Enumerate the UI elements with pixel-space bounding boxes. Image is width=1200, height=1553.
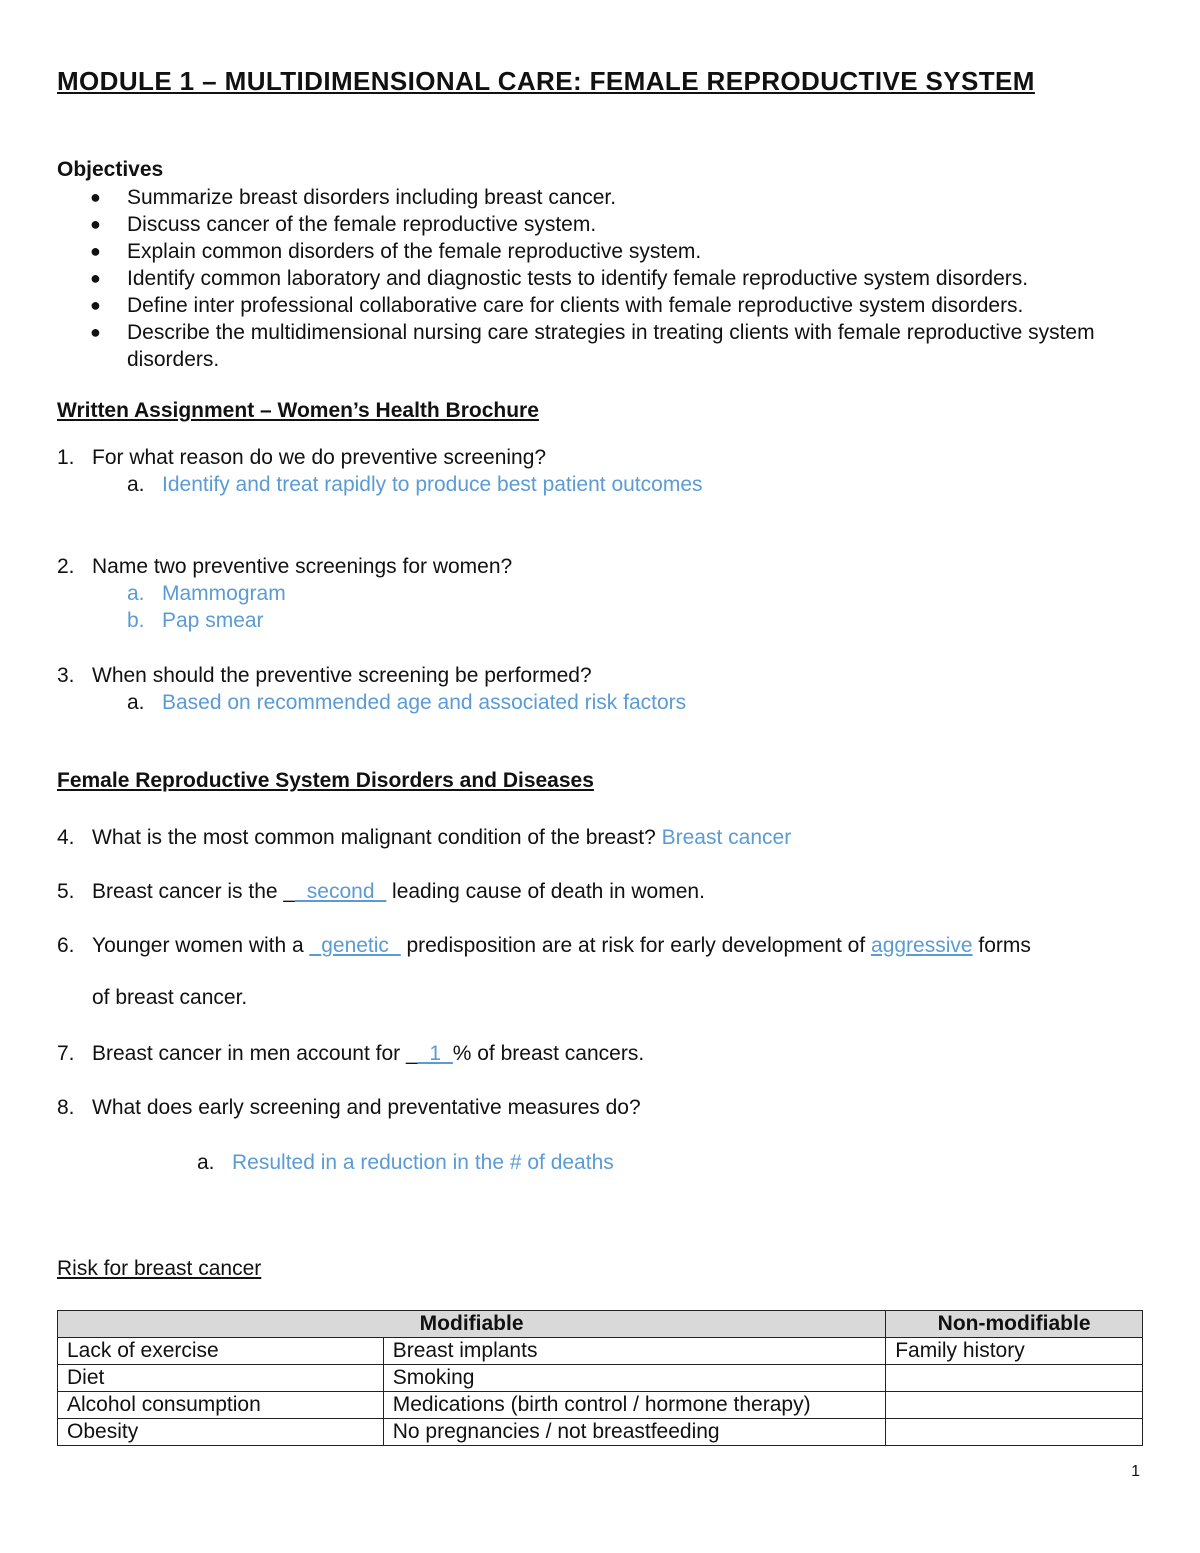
- answer-8a: a. Resulted in a reduction in the # of deaths: [197, 1151, 614, 1174]
- column-header-non-modifiable: Non-modifiable: [886, 1311, 1143, 1338]
- table-cell: Smoking: [383, 1365, 885, 1392]
- table-cell: [886, 1365, 1143, 1392]
- objectives-heading: Objectives: [57, 158, 164, 181]
- answer-1a: a. Identify and treat rapidly to produce best patient outcomes: [127, 473, 703, 496]
- list-item: ● Describe the multidimensional nursing care strategies in treating clients with female reproductive system disorders.: [90, 321, 1095, 371]
- blank-answer: _genetic_: [309, 934, 401, 957]
- table-cell: Medications (birth control / hormone therapy): [383, 1392, 885, 1419]
- assignment-heading: Written Assignment – Women’s Health Brochure: [57, 399, 539, 422]
- blank-answer: _1_: [417, 1042, 453, 1065]
- table-cell: Family history: [886, 1338, 1143, 1365]
- column-header-modifiable: Modifiable: [58, 1311, 886, 1338]
- document-page: MODULE 1 – MULTIDIMENSIONAL CARE: FEMALE REPRODUCTIVE SYSTEM Objectives ● Summarize breast disorders including breast cancer. ● Discuss cancer of the female reproductive system. ● Explain common disorders of the female reproductive system. ● Identify common laboratory and diagnostic tests to identify female reproductive system disorders. ● Define inter professional collaborative care for clients with female reproductive system disorders. ● Describe the multidimensional nursing care strategies in treating clients with female reproductive system disorders. Written Assignment – Women’s Health Brochure 1. For what reason do we do preventive screening? a. Identify and treat rapidly to produce best patient outcomes 2. Name two preventive screenings for women? a. Mammogram b. Pap smear 3. When should the preventive screening be performed? a. Based on recommended age and associated risk factors Female Reproductive System Disorders and Diseases 4. What is the most common malignant condition of the breast? Breast cancer 5. Breast cancer is the __second_ leading cause of death in women. 6. Younger women with a _genetic_ predisposition are at risk for early development of aggressive forms of breast cancer. 7. Breast cancer in men account for __1_% of breast cancers. 8. What does early screening and preventative measures do? a. Resulted in a reduction in the # of deaths Risk for breast cancer Modifiable Non-modifiable Lack of exercise Breast implants Family history Diet Smoking Alcohol consumption Medications (birth control / hormone therapy) Obesity No pregnancies / not breastfeeding 1: [0, 0, 1200, 1553]
- list-item: ● Explain common disorders of the female reproductive system.: [90, 240, 702, 263]
- table-cell: Diet: [58, 1365, 384, 1392]
- table-row: [58, 1338, 1143, 1365]
- page-number: 1: [1131, 1463, 1140, 1480]
- bullet-icon: ●: [90, 187, 101, 207]
- bullet-icon: ●: [90, 295, 101, 315]
- table-row: [58, 1392, 1143, 1419]
- table-cell: Breast implants: [383, 1338, 885, 1365]
- bullet-icon: ●: [90, 322, 101, 342]
- table-cell: [886, 1419, 1143, 1446]
- list-item: ● Identify common laboratory and diagnostic tests to identify female reproductive system disorders.: [90, 267, 1029, 290]
- list-item: ● Discuss cancer of the female reproductive system.: [90, 213, 597, 236]
- answer-2a: a. Mammogram: [127, 582, 286, 605]
- table-cell: [886, 1392, 1143, 1419]
- table-cell: Alcohol consumption: [58, 1392, 384, 1419]
- table-cell: No pregnancies / not breastfeeding: [383, 1419, 885, 1446]
- risk-table: [57, 1310, 1143, 1446]
- bullet-icon: ●: [90, 241, 101, 261]
- blank-answer: _second_: [295, 880, 387, 903]
- list-item: ● Summarize breast disorders including breast cancer.: [90, 186, 617, 209]
- list-item: ● Define inter professional collaborative care for clients with female reproductive system disorders.: [90, 294, 1024, 317]
- risk-heading: Risk for breast cancer: [57, 1257, 262, 1280]
- table-cell: Obesity: [58, 1419, 384, 1446]
- question-6-continued: of breast cancer.: [92, 986, 248, 1009]
- answer-3a: a. Based on recommended age and associated risk factors: [127, 691, 687, 714]
- table-header-row: [58, 1311, 1143, 1338]
- table-cell: Lack of exercise: [58, 1338, 384, 1365]
- page-title: MODULE 1 – MULTIDIMENSIONAL CARE: FEMALE REPRODUCTIVE SYSTEM: [57, 66, 1035, 96]
- answer-2b: b. Pap smear: [127, 609, 264, 632]
- bullet-icon: ●: [90, 214, 101, 234]
- table-row: [58, 1365, 1143, 1392]
- disorders-heading: Female Reproductive System Disorders and Diseases: [57, 769, 594, 792]
- blank-answer: aggressive: [871, 934, 973, 957]
- bullet-icon: ●: [90, 268, 101, 288]
- table-row: [58, 1419, 1143, 1446]
- objectives-list: [57, 184, 1157, 373]
